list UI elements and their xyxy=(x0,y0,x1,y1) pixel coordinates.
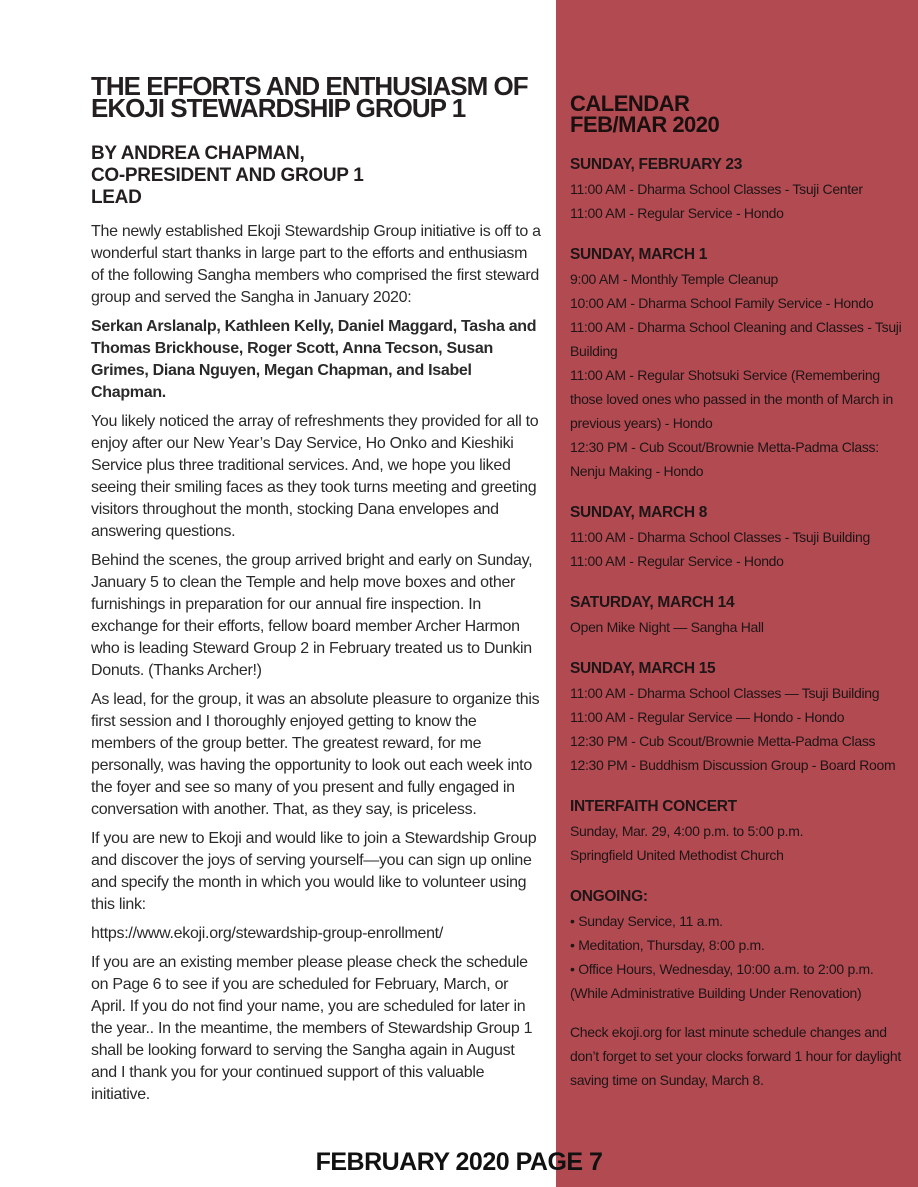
calendar-section-feb23 xyxy=(570,153,904,225)
calendar-title-line2: FEB/MAR 2020 xyxy=(570,112,720,137)
calendar-event: 11:00 AM - Regular Service - Hondo xyxy=(570,553,784,569)
calendar-panel xyxy=(556,0,918,1187)
calendar-section-header: SUNDAY, FEBRUARY 23 xyxy=(570,156,743,173)
article-paragraph-steward-names: Serkan Arslanalp, Kathleen Kelly, Daniel Maggard, Tasha and Thomas Brickhouse, Roger Scott, Anna Tecson, Susan Grimes, Diana Nguyen, Megan Chapman, and Isabel Chapman. xyxy=(91,318,537,401)
calendar-event: • Meditation, Thursday, 8:00 p.m. xyxy=(570,937,765,953)
byline-line2: CO-PRESIDENT AND GROUP 1 xyxy=(91,165,364,186)
calendar-title-line1: CALENDAR xyxy=(570,91,690,116)
calendar-event: Springfield United Methodist Church xyxy=(570,847,784,863)
calendar-title xyxy=(570,93,904,135)
calendar-event: 11:00 AM - Dharma School Cleaning and Classes - Tsuji Building xyxy=(570,319,902,359)
calendar-event: 11:00 AM - Dharma School Classes — Tsuji Building xyxy=(570,685,880,701)
calendar-event: 11:00 AM - Regular Shotsuki Service (Remembering those loved ones who passed in the month of March in previous years) - Hondo xyxy=(570,367,893,431)
page-footer: FEBRUARY 2020 PAGE 7 xyxy=(315,1148,603,1176)
calendar-event: 10:00 AM - Dharma School Family Service - Hondo xyxy=(570,295,874,311)
article-paragraph: The newly established Ekoji Stewardship Group initiative is off to a wonderful start thanks in large part to the efforts and enthusiasm of the following Sangha members who comprised the first steward group and served the Sangha in January 2020: xyxy=(91,223,541,306)
calendar-event: Sunday, Mar. 29, 4:00 p.m. to 5:00 p.m. xyxy=(570,823,804,839)
calendar-event: 11:00 AM - Dharma School Classes - Tsuji Building xyxy=(570,529,870,545)
calendar-section-mar14 xyxy=(570,591,904,639)
calendar-section-mar15 xyxy=(570,657,904,777)
calendar-event: • Office Hours, Wednesday, 10:00 a.m. to 2:00 p.m. xyxy=(570,961,874,977)
calendar-event: • Sunday Service, 11 a.m. xyxy=(570,913,723,929)
article-paragraph: If you are an existing member please please check the schedule on Page 6 to see if you are scheduled for February, March, or April. If you do not find your name, you are scheduled for later in the year.. In the meantime, the members of Stewardship Group 1 shall be looking forward to serving the Sangha again in August and I thank you for your continued support of this valuable initiative. xyxy=(91,954,533,1103)
calendar-event: 11:00 AM - Regular Service - Hondo xyxy=(570,205,784,221)
calendar-section-header: ONGOING: xyxy=(570,888,648,905)
calendar-section-ongoing xyxy=(570,885,904,1005)
calendar-event: 12:30 PM - Buddhism Discussion Group - Board Room xyxy=(570,757,896,773)
calendar-event: 12:30 PM - Cub Scout/Brownie Metta-Padma Class: Nenju Making - Hondo xyxy=(570,439,879,479)
article-byline xyxy=(91,143,543,209)
article-paragraph: If you are new to Ekoji and would like to join a Stewardship Group and discover the joys of serving yourself—you can sign up online and specify the month in which you would like to volunteer using this link: xyxy=(91,830,537,913)
calendar-section-interfaith-concert xyxy=(570,795,904,867)
calendar-section-mar1 xyxy=(570,243,904,483)
calendar-event: Open Mike Night — Sangha Hall xyxy=(570,619,764,635)
enrollment-url-link[interactable]: https://www.ekoji.org/stewardship-group-enrollment/ xyxy=(91,925,443,942)
calendar-section-header: SUNDAY, MARCH 1 xyxy=(570,246,708,263)
calendar-event: 11:00 AM - Regular Service — Hondo - Hondo xyxy=(570,709,845,725)
calendar-note: Check ekoji.org for last minute schedule changes and don’t forget to set your clocks forward 1 hour for daylight saving time on Sunday, March 8. xyxy=(570,1024,901,1088)
calendar-section-header: SUNDAY, MARCH 8 xyxy=(570,504,708,521)
byline-line1: BY ANDREA CHAPMAN, xyxy=(91,143,305,164)
calendar-event: 12:30 PM - Cub Scout/Brownie Metta-Padma Class xyxy=(570,733,876,749)
byline-line3: LEAD xyxy=(91,187,142,208)
article-column xyxy=(91,71,543,1113)
article-title-line2: EKOJI STEWARDSHIP GROUP 1 xyxy=(91,93,466,123)
article-title xyxy=(91,71,543,123)
article-paragraph: Behind the scenes, the group arrived bright and early on Sunday, January 5 to clean the Temple and help move boxes and other furnishings in preparation for our annual fire inspection. In exchange for their efforts, fellow board member Archer Harmon who is leading Steward Group 2 in February treated us to Dunkin Donuts. (Thanks Archer!) xyxy=(91,552,533,679)
calendar-event: (While Administrative Building Under Renovation) xyxy=(570,985,862,1001)
calendar-section-header: SATURDAY, MARCH 14 xyxy=(570,594,735,611)
article-title-line1: THE EFFORTS AND ENTHUSIASM OF xyxy=(91,71,528,101)
article-body xyxy=(91,221,543,1106)
calendar-section-header: SUNDAY, MARCH 15 xyxy=(570,660,716,677)
calendar-section-mar8 xyxy=(570,501,904,573)
calendar-event: 9:00 AM - Monthly Temple Cleanup xyxy=(570,271,779,287)
article-paragraph: As lead, for the group, it was an absolute pleasure to organize this first session and I thoroughly enjoyed getting to know the members of the group better. The greatest reward, for me personally, was having the opportunity to look out each week into the foyer and see so many of you present and fully engaged in conversation with another. That, as they say, is priceless. xyxy=(91,691,540,818)
article-paragraph: You likely noticed the array of refreshments they provided for all to enjoy after our New Year’s Day Service, Ho Onko and Kieshiki Service plus three traditional services. And, we hope you liked seeing their smiling faces as they took turns meeting and greeting visitors throughout the month, stocking Dana envelopes and answering questions. xyxy=(91,413,539,540)
calendar-section-header: INTERFAITH CONCERT xyxy=(570,798,737,815)
calendar-event: 11:00 AM - Dharma School Classes - Tsuji Center xyxy=(570,181,863,197)
